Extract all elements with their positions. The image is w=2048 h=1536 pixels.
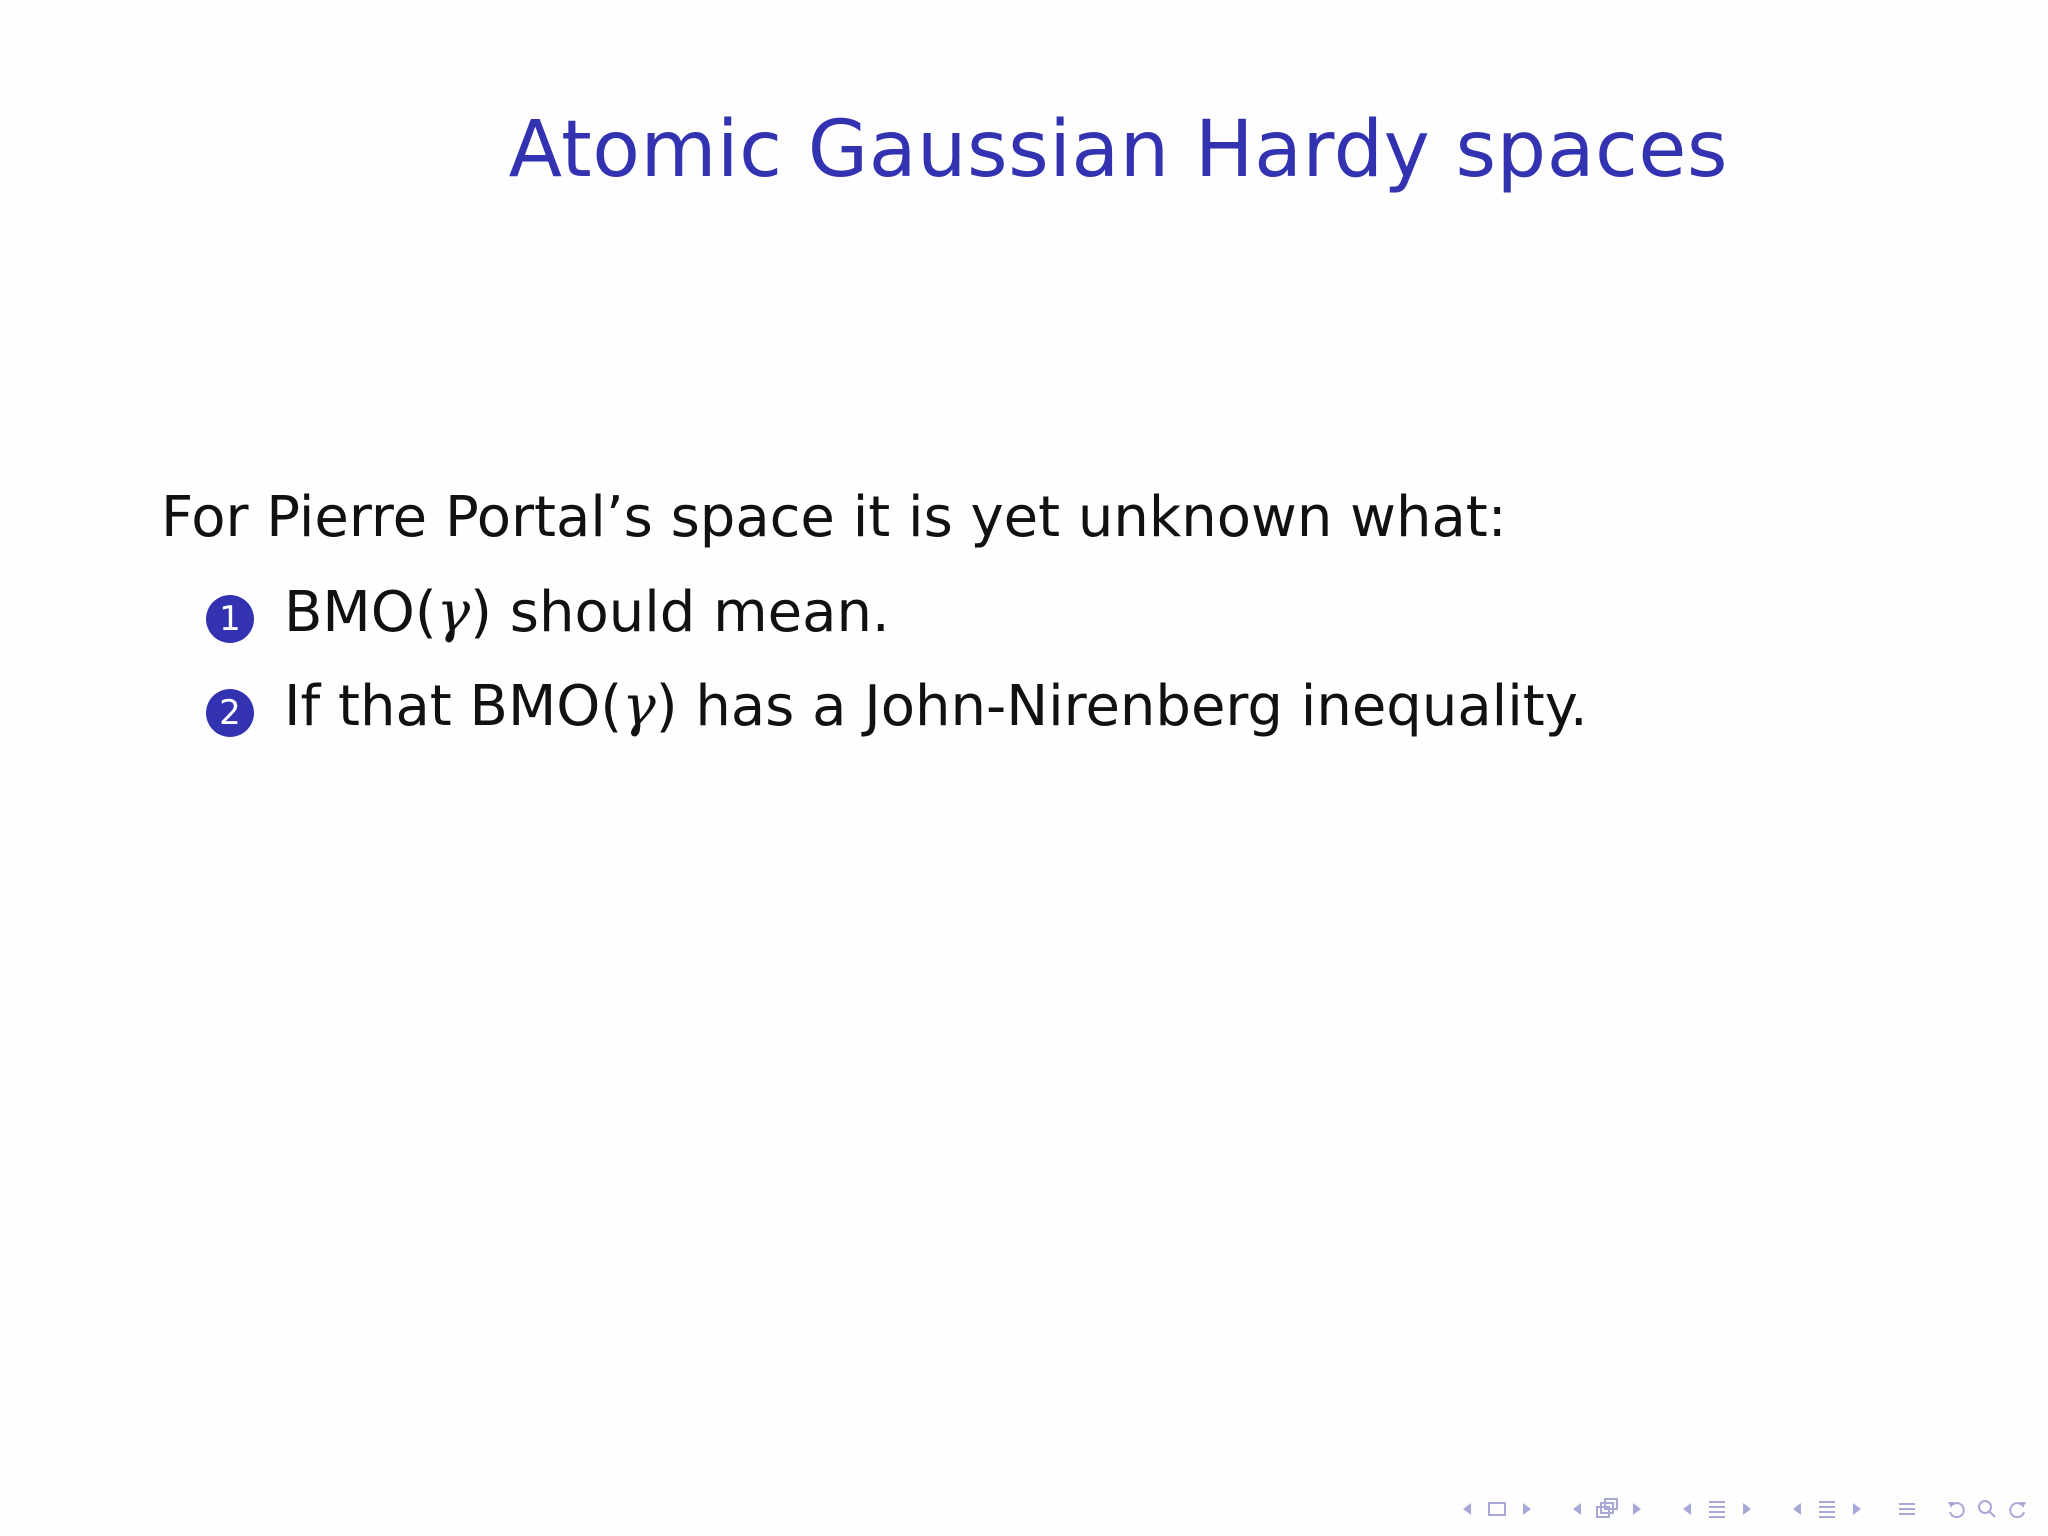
nav-group-slide [1454,1496,1540,1522]
subsection-icon[interactable] [1704,1496,1730,1522]
list-item-text-before: BMO( [284,580,437,645]
number-badge: 1 [206,595,254,643]
nav-group-align [1894,1496,1920,1522]
list-item [206,672,1588,742]
enumerated-list [206,578,1588,766]
gamma-symbol: γ [622,674,656,739]
nav-group-search [1944,1496,2030,1522]
number-badge: 2 [206,689,254,737]
arrow-left-icon[interactable] [1564,1496,1590,1522]
undo-icon[interactable] [1944,1496,1970,1522]
list-item-text [284,578,890,648]
intro-text: For Pierre Portal’s space it is yet unknown what: [161,485,1507,550]
nav-group-section [1784,1496,1870,1522]
arrow-right-icon[interactable] [1734,1496,1760,1522]
nav-group-frame [1564,1496,1650,1522]
list-item [206,578,1588,648]
section-icon[interactable] [1814,1496,1840,1522]
slide-icon[interactable] [1484,1496,1510,1522]
redo-icon[interactable] [2004,1496,2030,1522]
search-icon[interactable] [1974,1496,2000,1522]
frame-icon[interactable] [1594,1496,1620,1522]
list-item-text-before: If that BMO( [284,674,623,739]
arrow-right-icon[interactable] [1514,1496,1540,1522]
arrow-left-icon[interactable] [1784,1496,1810,1522]
arrow-right-icon[interactable] [1844,1496,1870,1522]
list-item-text [284,672,1588,742]
list-item-text-after: ) should mean. [470,580,890,645]
list-item-text-after: ) has a John-Nirenberg inequality. [655,674,1588,739]
arrow-left-icon[interactable] [1674,1496,1700,1522]
nav-group-subsection [1674,1496,1760,1522]
arrow-left-icon[interactable] [1454,1496,1480,1522]
beamer-navigation-bar [1454,1496,2030,1522]
arrow-right-icon[interactable] [1624,1496,1650,1522]
align-icon[interactable] [1894,1496,1920,1522]
slide-title: Atomic Gaussian Hardy spaces [508,105,1728,195]
gamma-symbol: γ [436,580,471,645]
